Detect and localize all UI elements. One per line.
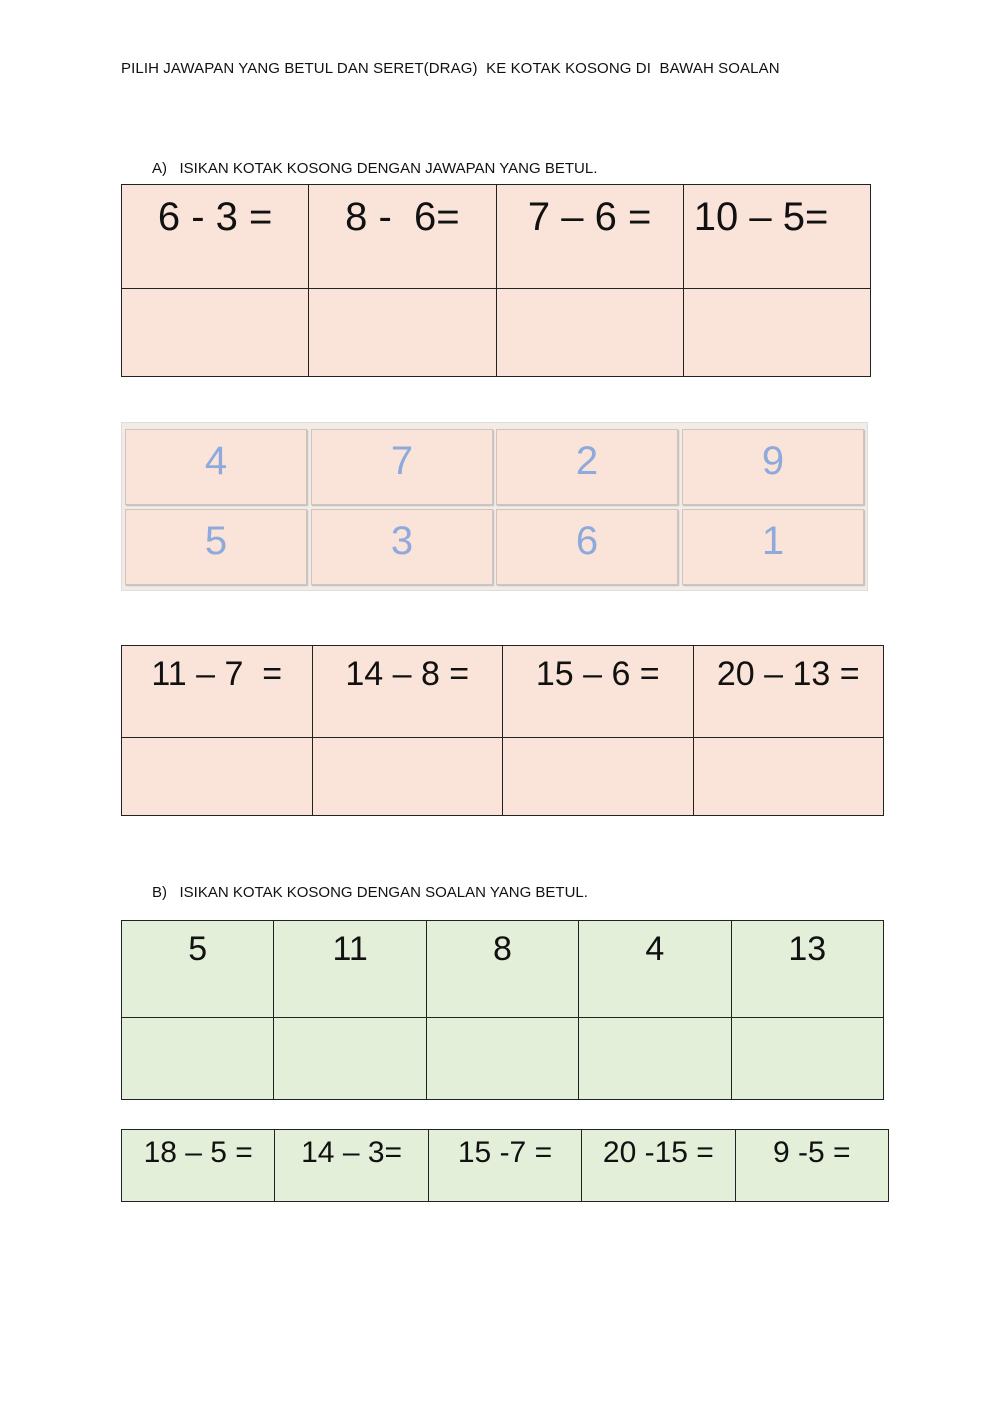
question-cell: 7 – 6 = [496,185,683,289]
answer-tile[interactable]: 7 [311,429,493,505]
question-cell: 11 – 7 = [122,646,313,738]
question-drop-zone[interactable] [426,1018,578,1100]
answer-tiles-panel [121,422,868,591]
question-tile[interactable]: 20 -15 = [582,1130,735,1202]
answer-drop-zone[interactable] [312,738,503,816]
section-b-answer-table [121,920,884,1100]
section-a-title: A) ISIKAN KOTAK KOSONG DENGAN JAWAPAN YANG BETUL. [152,160,598,177]
instruction-text: PILIH JAWAPAN YANG BETUL DAN SERET(DRAG) KE KOTAK KOSONG DI BAWAH SOALAN [121,60,780,77]
answer-cell: 5 [122,921,274,1018]
answer-tile[interactable]: 2 [496,429,678,505]
answer-drop-zone[interactable] [503,738,694,816]
question-cell: 6 - 3 = [122,185,309,289]
section-a-question-table-2 [121,645,884,816]
answer-cell: 13 [731,921,883,1018]
question-cell: 20 – 13 = [693,646,884,738]
answer-tile[interactable]: 4 [125,429,307,505]
question-cell: 14 – 8 = [312,646,503,738]
answer-tile[interactable]: 9 [682,429,864,505]
answer-tile[interactable]: 5 [125,509,307,585]
answer-cell: 11 [274,921,426,1018]
section-a-question-table-1 [121,184,871,377]
answer-drop-zone[interactable] [122,289,309,377]
answer-tile[interactable]: 1 [682,509,864,585]
question-drop-zone[interactable] [274,1018,426,1100]
answer-drop-zone[interactable] [122,738,313,816]
answer-drop-zone[interactable] [496,289,683,377]
answer-drop-zone[interactable] [693,738,884,816]
answer-cell: 4 [579,921,731,1018]
section-b-title: B) ISIKAN KOTAK KOSONG DENGAN SOALAN YANG BETUL. [152,884,588,901]
answer-tile[interactable]: 6 [496,509,678,585]
question-tile[interactable]: 15 -7 = [428,1130,581,1202]
question-tile[interactable]: 14 – 3= [275,1130,428,1202]
question-tile[interactable]: 18 – 5 = [122,1130,275,1202]
question-drop-zone[interactable] [731,1018,883,1100]
question-tile[interactable]: 9 -5 = [735,1130,888,1202]
answer-drop-zone[interactable] [309,289,496,377]
question-cell: 15 – 6 = [503,646,694,738]
answer-tile[interactable]: 3 [311,509,493,585]
question-cell: 10 – 5= [683,185,870,289]
question-drop-zone[interactable] [122,1018,274,1100]
question-cell: 8 - 6= [309,185,496,289]
question-drop-zone[interactable] [579,1018,731,1100]
answer-cell: 8 [426,921,578,1018]
answer-drop-zone[interactable] [683,289,870,377]
section-b-question-tiles [121,1129,889,1202]
